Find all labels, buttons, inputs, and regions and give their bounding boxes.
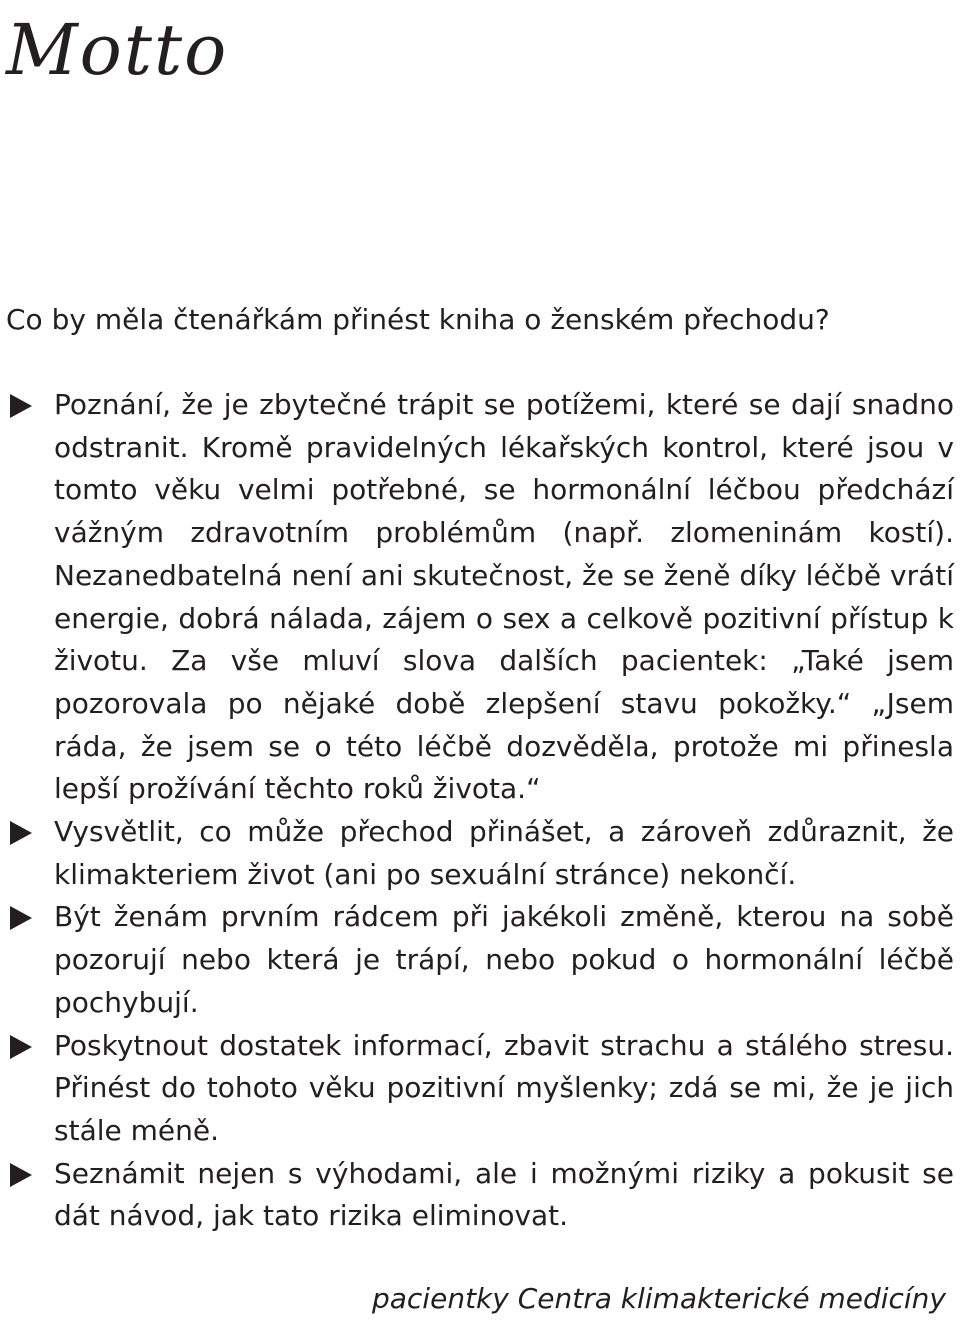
triangle-bullet-icon bbox=[10, 821, 32, 845]
list-item bbox=[8, 1153, 954, 1238]
list-item bbox=[8, 811, 954, 896]
triangle-bullet-icon bbox=[10, 906, 32, 930]
list-item-text: Seznámit nejen s výhodami, ale i možnými riziky a pokusit se dát návod, jak tato rizika eliminovat. bbox=[54, 1156, 954, 1233]
triangle-bullet-icon bbox=[10, 1035, 32, 1059]
list-item-text: Poskytnout dostatek informací, zbavit strachu a stálého stresu. Přinést do tohoto věku pozitivní myšlenky; zdá se mi, že je jich stále méně. bbox=[54, 1028, 954, 1147]
list-item bbox=[8, 384, 954, 811]
list-item bbox=[8, 1025, 954, 1153]
motto-list bbox=[8, 384, 954, 1238]
triangle-bullet-icon bbox=[10, 1163, 32, 1187]
list-item-text: Být ženám prvním rádcem při jakékoli změně, kterou na sobě pozorují nebo která je trápí, nebo pokud o hormonální léčbě pochybují. bbox=[54, 900, 954, 1019]
signature: pacientky Centra klimakterické medicíny bbox=[371, 1282, 946, 1315]
lead-question: Co by měla čtenářkám přinést kniha o ženském přechodu? bbox=[6, 303, 830, 336]
triangle-bullet-icon bbox=[10, 394, 32, 418]
list-item bbox=[8, 896, 954, 1024]
list-item-text: Poznání, že je zbytečné trápit se potížemi, které se dají snadno odstranit. Kromě pravidelných lékařských kontrol, které jsou v tomto věku velmi potřebné, se hormonální léčbou předchází vážným zdravotním problémům (např. zlomeninám kostí). Nezanedbatelná není ani skutečnost, že se ženě díky léčbě vrátí energie, dobrá nálada, zájem o sex a celkově pozitivní přístup k životu. Za vše mluví slova dalších pacientek: „Také jsem pozorovala po nějaké době zlepšení stavu pokožky.“ „Jsem ráda, že jsem se o této léčbě dozvěděla, protože mi přinesla lepší prožívání těchto roků života.“ bbox=[54, 388, 954, 806]
list-item-text: Vysvětlit, co může přechod přinášet, a zároveň zdůraznit, že klimakteriem život (ani po sexuální stránce) nekončí. bbox=[54, 815, 954, 891]
page-title: Motto bbox=[6, 9, 229, 91]
